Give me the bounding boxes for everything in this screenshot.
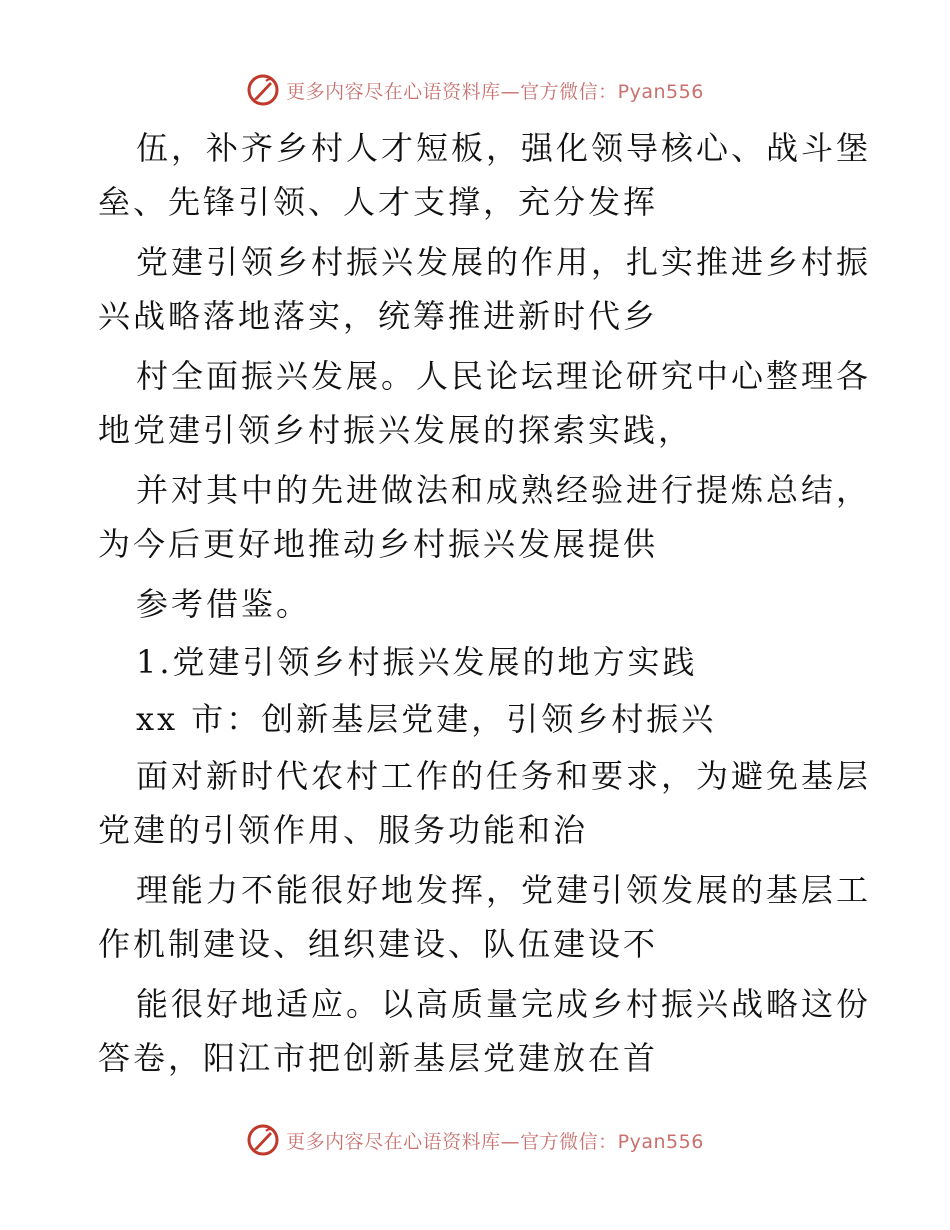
- text-line-2: 垒、先锋引领、人才支撑，充分发挥: [98, 183, 659, 221]
- text-line-4: 兴战略落地落实，统筹推进新时代乡: [98, 297, 659, 335]
- text-line-6: 地党建引领乡村振兴发展的探索实践，: [98, 411, 694, 449]
- watermark-text: 更多内容尽在心语资料库—官方微信：Pyan556: [286, 1130, 704, 1153]
- text-line-9: 参考借鉴。: [136, 585, 312, 623]
- text-line-5: 村全面振兴发展。人民论坛理论研究中心整理各: [136, 357, 872, 395]
- text-line-7: 并对其中的先进做法和成熟经验进行提炼总结，: [136, 471, 872, 509]
- footer-watermark: [0, 1123, 950, 1157]
- text-line-16: 能很好地适应。以高质量完成乡村振兴战略这份: [136, 985, 872, 1023]
- text-line-8: 为今后更好地推动乡村振兴发展提供: [98, 525, 659, 563]
- text-line-13: 党建的引领作用、服务功能和治: [98, 811, 589, 849]
- quill-logo-icon: [246, 1123, 280, 1157]
- watermark-text: 更多内容尽在心语资料库—官方微信：Pyan556: [286, 80, 704, 103]
- section-heading: 1.党建引领乡村振兴发展的地方实践: [136, 643, 698, 681]
- header-watermark: [0, 73, 950, 107]
- text-line-14: 理能力不能很好地发挥，党建引领发展的基层工: [136, 871, 872, 909]
- text-line-15: 作机制建设、组织建设、队伍建设不: [98, 925, 659, 963]
- quill-logo-icon: [246, 73, 280, 107]
- text-line-17: 答卷，阳江市把创新基层党建放在首: [98, 1039, 659, 1077]
- text-line-1: 伍，补齐乡村人才短板，强化领导核心、战斗堡: [136, 129, 872, 167]
- subsection-heading: xx 市：创新基层党建，引领乡村振兴: [136, 700, 717, 738]
- text-line-12: 面对新时代农村工作的任务和要求，为避免基层: [136, 757, 872, 795]
- text-line-3: 党建引领乡村振兴发展的作用，扎实推进乡村振: [136, 243, 872, 281]
